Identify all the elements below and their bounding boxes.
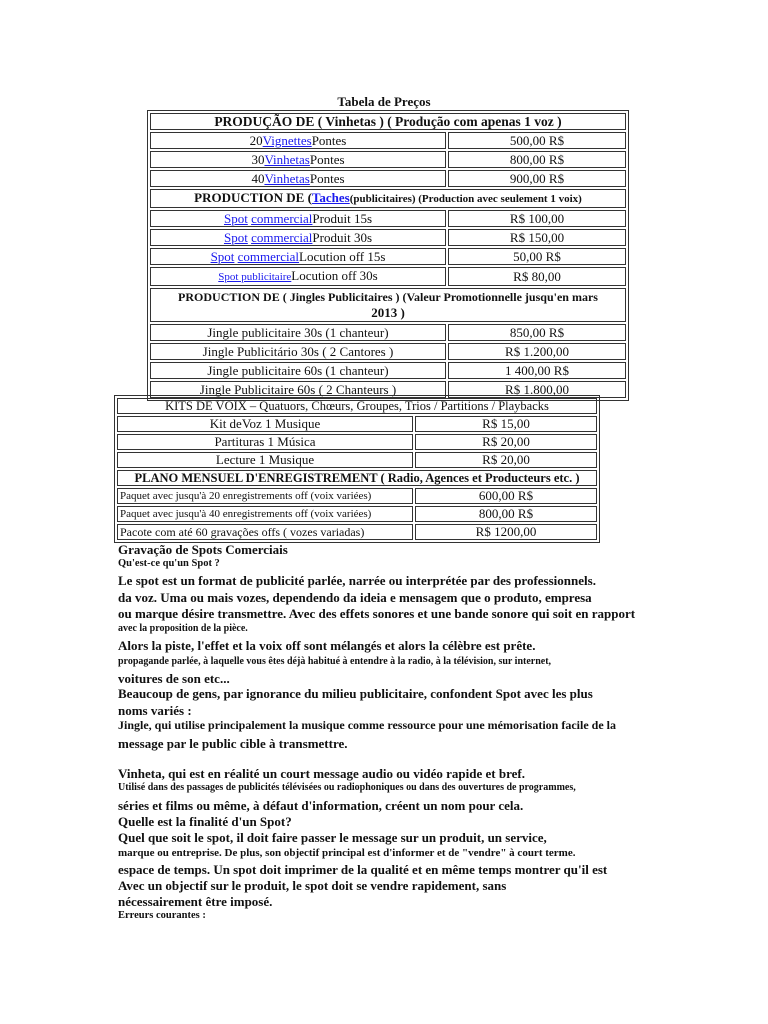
price-cell: 1 400,00 R$: [448, 362, 626, 379]
text-line: voitures de son etc...: [118, 671, 230, 686]
link-vinhetas[interactable]: Vinhetas: [264, 152, 310, 167]
link-vignettes[interactable]: Vignettes: [262, 133, 312, 148]
page-title: Tabela de Preços: [337, 94, 431, 109]
section-header-vinhetas: PRODUÇÃO DE ( Vinhetas ) ( Produção com apenas 1 voz ): [150, 113, 626, 130]
price-cell: R$ 1.800,00: [448, 381, 626, 398]
text-line: da voz. Uma ou mais vozes, dependendo da ideia e mensagem que o produto, empresa: [118, 590, 592, 605]
table-row: Jingle Publicitaire 60s ( 2 Chanteurs ) R$ 1.800,00: [150, 381, 626, 398]
text-line: Le spot est un format de publicité parlée, narrée ou interprétée par des professionnels.: [118, 573, 596, 588]
table-row: Jingle publicitaire 30s (1 chanteur) 850,00 R$: [150, 324, 626, 341]
text-line: Quel que soit le spot, il doit faire passer le message sur un produit, un service,: [118, 830, 547, 845]
section-heading: Erreurs courantes :: [118, 910, 206, 921]
text-line: avec la proposition de la pièce.: [118, 623, 248, 634]
table-row: Paquet avec jusqu'à 40 enregistrements off (voix variées) 800,00 R$: [117, 506, 597, 522]
text-line: ou marque désire transmettre. Avec des effets sonores et une bande sonore qui soit en rapport: [118, 606, 636, 621]
table-row: Spot commercialLocution off 15s 50,00 R$: [150, 248, 626, 265]
link-spot-publicitaire[interactable]: Spot publicitaire: [218, 271, 292, 283]
price-cell: 500,00 R$: [448, 132, 626, 149]
section-header-kits: KITS DE VOIX – Quatuors, Chœurs, Groupes, Trios / Partitions / Playbacks: [117, 398, 597, 414]
text-line: Vinheta, qui est en réalité un court message audio ou vidéo rapide et bref.: [118, 766, 525, 781]
table-row: Jingle Publicitário 30s ( 2 Cantores ) R$ 1.200,00: [150, 343, 626, 360]
section-header-spots: PRODUCTION DE (Taches(publicitaires) (Production avec seulement 1 voix): [150, 189, 626, 208]
table-row: 20VignettesPontes 500,00 R$: [150, 132, 626, 149]
table-row: Spot commercialProduit 15s R$ 100,00: [150, 210, 626, 227]
table-row: 30VinhetasPontes 800,00 R$: [150, 151, 626, 168]
link-spot[interactable]: Spot: [223, 230, 248, 245]
text-line: Beaucoup de gens, par ignorance du milieu publicitaire, confondent Spot avec les plus: [118, 686, 593, 701]
price-table-kits: [114, 395, 600, 543]
text-line: Utilisé dans des passages de publicités télévisées ou radiophoniques ou dans des ouvertures de programmes,: [118, 782, 576, 793]
table-row: Spot commercialProduit 30s R$ 150,00: [150, 229, 626, 246]
price-cell: 850,00 R$: [448, 324, 626, 341]
price-cell: 600,00 R$: [415, 488, 597, 504]
link-commercial[interactable]: commercial: [251, 211, 313, 226]
text-line: séries et films ou même, à défaut d'information, créent un nom pour cela.: [118, 798, 524, 813]
text-line: Qu'est-ce qu'un Spot ?: [118, 558, 220, 569]
price-cell: R$ 100,00: [448, 210, 626, 227]
price-cell: R$ 15,00: [415, 416, 597, 432]
table-row: Kit deVoz 1 Musique R$ 15,00: [117, 416, 597, 432]
price-cell: 800,00 R$: [448, 151, 626, 168]
table-row: Partituras 1 Música R$ 20,00: [117, 434, 597, 450]
table-row: 40VinhetasPontes 900,00 R$: [150, 170, 626, 187]
price-cell: 50,00 R$: [448, 248, 626, 265]
price-cell: 900,00 R$: [448, 170, 626, 187]
link-commercial[interactable]: commercial: [251, 230, 313, 245]
price-cell: R$ 1.200,00: [448, 343, 626, 360]
text-line: nécessairement être imposé.: [118, 894, 273, 909]
table-row: Jingle publicitaire 60s (1 chanteur) 1 400,00 R$: [150, 362, 626, 379]
price-cell: 800,00 R$: [415, 506, 597, 522]
text-line: Avec un objectif sur le produit, le spot doit se vendre rapidement, sans: [118, 878, 507, 893]
text-line: message par le public cible à transmettre.: [118, 736, 348, 751]
link-spot[interactable]: Spot: [210, 249, 235, 264]
link-spot[interactable]: Spot: [223, 211, 248, 226]
table-row: Lecture 1 Musique R$ 20,00: [117, 452, 597, 468]
text-line: Alors la piste, l'effet et la voix off sont mélangés et alors la célèbre est prête.: [118, 638, 536, 653]
text-line: Jingle, qui utilise principalement la musique comme ressource pour une mémorisation facile de la: [118, 718, 616, 732]
link-taches[interactable]: Taches: [311, 190, 350, 205]
price-cell: R$ 150,00: [448, 229, 626, 246]
price-cell: R$ 20,00: [415, 434, 597, 450]
section-header-plano: PLANO MENSUEL D'ENREGISTREMENT ( Radio, Agences et Producteurs etc. ): [117, 470, 597, 486]
price-cell: R$ 20,00: [415, 452, 597, 468]
price-table-production: [147, 110, 629, 401]
link-commercial[interactable]: commercial: [237, 249, 300, 264]
section-header-jingles: PRODUCTION DE ( Jingles Publicitaires ) (Valeur Promotionnelle jusqu'en mars 2013 ): [150, 288, 626, 322]
table-row: Spot publicitaireLocution off 30s R$ 80,00: [150, 267, 626, 286]
text-line: espace de temps. Un spot doit imprimer de la qualité et en même temps montrer qu'il est: [118, 862, 608, 877]
table-row: Pacote com até 60 gravações offs ( vozes variadas) R$ 1200,00: [117, 524, 597, 540]
text-line: marque ou entreprise. De plus, son objectif principal est d'informer et de "vendre" à court terme.: [118, 847, 576, 859]
text-line: noms variés :: [118, 703, 192, 718]
text-line: Quelle est la finalité d'un Spot?: [118, 814, 292, 829]
price-cell: R$ 80,00: [448, 267, 626, 286]
section-heading: Gravação de Spots Comerciais: [118, 542, 288, 557]
link-vinhetas[interactable]: Vinhetas: [264, 171, 310, 186]
table-row: Paquet avec jusqu'à 20 enregistrements off (voix variées) 600,00 R$: [117, 488, 597, 504]
text-line: propagande parlée, à laquelle vous êtes déjà habitué à entendre à la radio, à la télévision, sur internet,: [118, 656, 552, 667]
price-cell: R$ 1200,00: [415, 524, 597, 540]
